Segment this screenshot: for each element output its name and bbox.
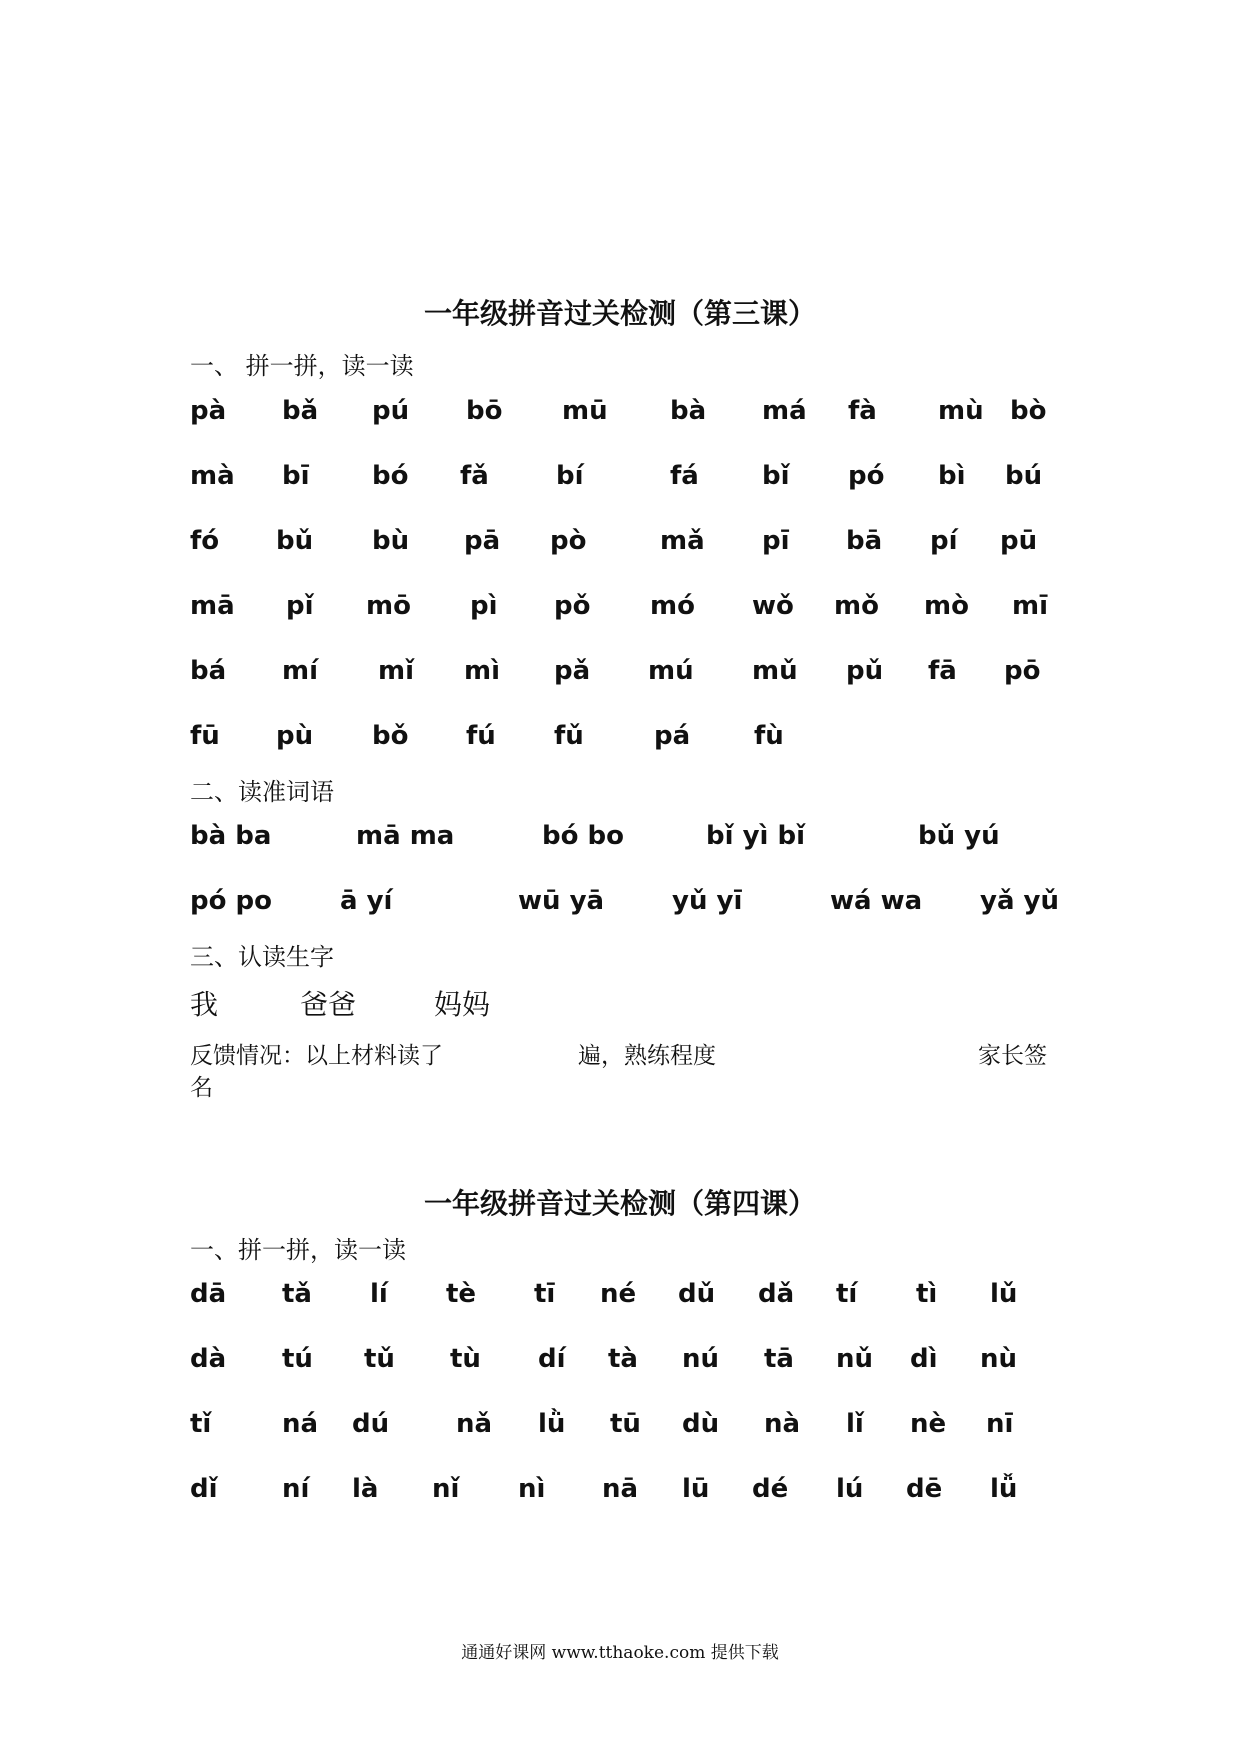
pinyin-syllable: pú xyxy=(372,396,410,426)
lesson3-section3-heading: 三、认读生字 xyxy=(190,943,334,971)
pinyin-syllable: mù xyxy=(938,396,984,426)
parent-signature-label-cont: 名 xyxy=(190,1075,213,1101)
pinyin-syllable: tè xyxy=(446,1279,477,1309)
pinyin-syllable: pò xyxy=(550,526,587,556)
pinyin-word: ā yí xyxy=(340,886,393,916)
pinyin-syllable: lú xyxy=(836,1474,864,1504)
pinyin-syllable: lǐ xyxy=(846,1409,864,1439)
pinyin-syllable: nè xyxy=(910,1409,947,1439)
pinyin-syllable: pà xyxy=(190,396,227,426)
pinyin-syllable: tì xyxy=(916,1279,938,1309)
pinyin-syllable: fú xyxy=(466,721,496,751)
pinyin-syllable: mī xyxy=(1012,591,1049,621)
pinyin-syllable: pū xyxy=(1000,526,1038,556)
pinyin-syllable: dǐ xyxy=(190,1474,218,1504)
lesson3-section2-heading: 二、读准词语 xyxy=(190,778,334,806)
pinyin-syllable: pù xyxy=(276,721,314,751)
syllable-row xyxy=(0,1409,1240,1449)
pinyin-syllable: nì xyxy=(518,1474,546,1504)
pinyin-syllable: né xyxy=(600,1279,637,1309)
pinyin-syllable: mó xyxy=(650,591,695,621)
pinyin-syllable: tù xyxy=(450,1344,481,1374)
syllable-row xyxy=(0,396,1240,436)
pinyin-syllable: mǔ xyxy=(752,656,798,686)
character-item: 我 xyxy=(190,988,219,1021)
feedback-label: 反馈情况：以上材料读了 xyxy=(190,1043,443,1069)
pinyin-syllable: tā xyxy=(764,1344,794,1374)
syllable-row xyxy=(0,1344,1240,1384)
lesson3-title: 一年级拼音过关检测（第三课） xyxy=(423,297,816,330)
pinyin-syllable: bǐ xyxy=(762,461,790,491)
pinyin-syllable: mǎ xyxy=(660,526,705,556)
pinyin-syllable: fá xyxy=(670,461,699,491)
pinyin-syllable: pí xyxy=(930,526,958,556)
pinyin-syllable: nǎ xyxy=(456,1409,493,1439)
pinyin-word: mā ma xyxy=(356,821,455,851)
pinyin-syllable: fā xyxy=(928,656,957,686)
pinyin-syllable: pā xyxy=(464,526,501,556)
pinyin-syllable: bī xyxy=(282,461,310,491)
pinyin-syllable: lǔ xyxy=(990,1279,1018,1309)
pinyin-word: bǐ yì bǐ xyxy=(706,821,806,851)
pinyin-syllable: pó xyxy=(848,461,885,491)
pinyin-syllable: bō xyxy=(466,396,503,426)
pinyin-syllable: má xyxy=(762,396,807,426)
pinyin-syllable: nǔ xyxy=(836,1344,874,1374)
pinyin-syllable: dǔ xyxy=(678,1279,716,1309)
pinyin-syllable: mí xyxy=(282,656,319,686)
pinyin-word: wū yā xyxy=(518,886,605,916)
pinyin-syllable: dǎ xyxy=(758,1279,795,1309)
pinyin-word: bǔ yú xyxy=(918,821,1000,851)
pinyin-syllable: lí xyxy=(370,1279,388,1309)
pinyin-syllable: nī xyxy=(986,1409,1014,1439)
pinyin-syllable: fù xyxy=(754,721,784,751)
syllable-row xyxy=(0,721,1240,761)
pinyin-syllable: bǎ xyxy=(282,396,319,426)
parent-signature-label: 家长签 xyxy=(978,1043,1047,1069)
word-row xyxy=(0,886,1240,926)
character-item: 妈妈 xyxy=(434,988,491,1021)
pinyin-syllable: nā xyxy=(602,1474,639,1504)
syllable-row xyxy=(0,526,1240,566)
pinyin-syllable: pǒ xyxy=(554,591,591,621)
pinyin-syllable: bá xyxy=(190,656,227,686)
pinyin-syllable: bó xyxy=(372,461,409,491)
character-item: 爸爸 xyxy=(300,988,357,1021)
pinyin-syllable: pī xyxy=(762,526,790,556)
pinyin-syllable: dē xyxy=(906,1474,943,1504)
pinyin-syllable: dā xyxy=(190,1279,227,1309)
pinyin-syllable: ná xyxy=(282,1409,319,1439)
pinyin-syllable: bú xyxy=(1005,461,1043,491)
pinyin-syllable: tī xyxy=(534,1279,556,1309)
pinyin-syllable: fǎ xyxy=(460,461,489,491)
pinyin-syllable: dé xyxy=(752,1474,789,1504)
pinyin-syllable: wǒ xyxy=(752,591,794,621)
pinyin-syllable: mū xyxy=(562,396,608,426)
pinyin-syllable: dí xyxy=(538,1344,566,1374)
pinyin-word: yǔ yī xyxy=(672,886,743,916)
pinyin-syllable: tǎ xyxy=(282,1279,312,1309)
pinyin-syllable: ní xyxy=(282,1474,310,1504)
pinyin-word: bà ba xyxy=(190,821,272,851)
pinyin-syllable: dà xyxy=(190,1344,227,1374)
pinyin-syllable: bā xyxy=(846,526,883,556)
pinyin-syllable: pá xyxy=(654,721,691,751)
pinyin-syllable: tà xyxy=(608,1344,638,1374)
pinyin-syllable: tǔ xyxy=(364,1344,395,1374)
syllable-row xyxy=(0,1474,1240,1514)
pinyin-syllable: fà xyxy=(848,396,877,426)
pinyin-syllable: bì xyxy=(938,461,966,491)
pinyin-syllable: bí xyxy=(556,461,584,491)
pinyin-syllable: mà xyxy=(190,461,235,491)
pinyin-syllable: mǐ xyxy=(378,656,415,686)
lesson3-section1-heading: 一、 拼一拼，读一读 xyxy=(190,352,414,380)
pinyin-syllable: mā xyxy=(190,591,235,621)
syllable-row xyxy=(0,461,1240,501)
pinyin-syllable: pǎ xyxy=(554,656,591,686)
pinyin-syllable: fǔ xyxy=(554,721,584,751)
pinyin-syllable: bò xyxy=(1010,396,1047,426)
pinyin-syllable: nǐ xyxy=(432,1474,460,1504)
page-footer: 通通好课网 www.tthaoke.com 提供下载 xyxy=(461,1643,779,1663)
syllable-row xyxy=(0,1279,1240,1319)
lesson4-section1-heading: 一、拼一拼，读一读 xyxy=(190,1236,406,1264)
word-row xyxy=(0,821,1240,861)
lesson4-title: 一年级拼音过关检测（第四课） xyxy=(423,1187,816,1220)
pinyin-syllable: lǜ xyxy=(538,1409,566,1439)
feedback-proficiency-label: 遍，熟练程度 xyxy=(578,1043,716,1069)
pinyin-syllable: bǒ xyxy=(372,721,409,751)
pinyin-word: wá wa xyxy=(830,886,923,916)
pinyin-syllable: dú xyxy=(352,1409,390,1439)
pinyin-syllable: tí xyxy=(836,1279,858,1309)
pinyin-syllable: pì xyxy=(470,591,498,621)
pinyin-syllable: pǐ xyxy=(286,591,314,621)
pinyin-syllable: mǒ xyxy=(834,591,879,621)
pinyin-syllable: bà xyxy=(670,396,707,426)
pinyin-syllable: pǔ xyxy=(846,656,884,686)
syllable-row xyxy=(0,591,1240,631)
pinyin-syllable: mò xyxy=(924,591,969,621)
pinyin-syllable: lū xyxy=(682,1474,710,1504)
pinyin-syllable: fó xyxy=(190,526,220,556)
pinyin-syllable: nà xyxy=(764,1409,801,1439)
pinyin-syllable: fū xyxy=(190,721,220,751)
pinyin-syllable: mì xyxy=(464,656,501,686)
pinyin-syllable: nú xyxy=(682,1344,720,1374)
pinyin-syllable: mú xyxy=(648,656,694,686)
pinyin-syllable: mō xyxy=(366,591,411,621)
pinyin-syllable: nù xyxy=(980,1344,1018,1374)
pinyin-syllable: tǐ xyxy=(190,1409,212,1439)
pinyin-word: yǎ yǔ xyxy=(980,886,1060,916)
pinyin-syllable: bǔ xyxy=(276,526,314,556)
pinyin-syllable: bù xyxy=(372,526,410,556)
pinyin-word: bó bo xyxy=(542,821,624,851)
pinyin-syllable: tú xyxy=(282,1344,313,1374)
pinyin-syllable: lǚ xyxy=(990,1474,1018,1504)
syllable-row xyxy=(0,656,1240,696)
pinyin-syllable: là xyxy=(352,1474,379,1504)
pinyin-syllable: dì xyxy=(910,1344,938,1374)
pinyin-syllable: tū xyxy=(610,1409,641,1439)
pinyin-syllable: pō xyxy=(1004,656,1041,686)
pinyin-word: pó po xyxy=(190,886,272,916)
pinyin-syllable: dù xyxy=(682,1409,720,1439)
